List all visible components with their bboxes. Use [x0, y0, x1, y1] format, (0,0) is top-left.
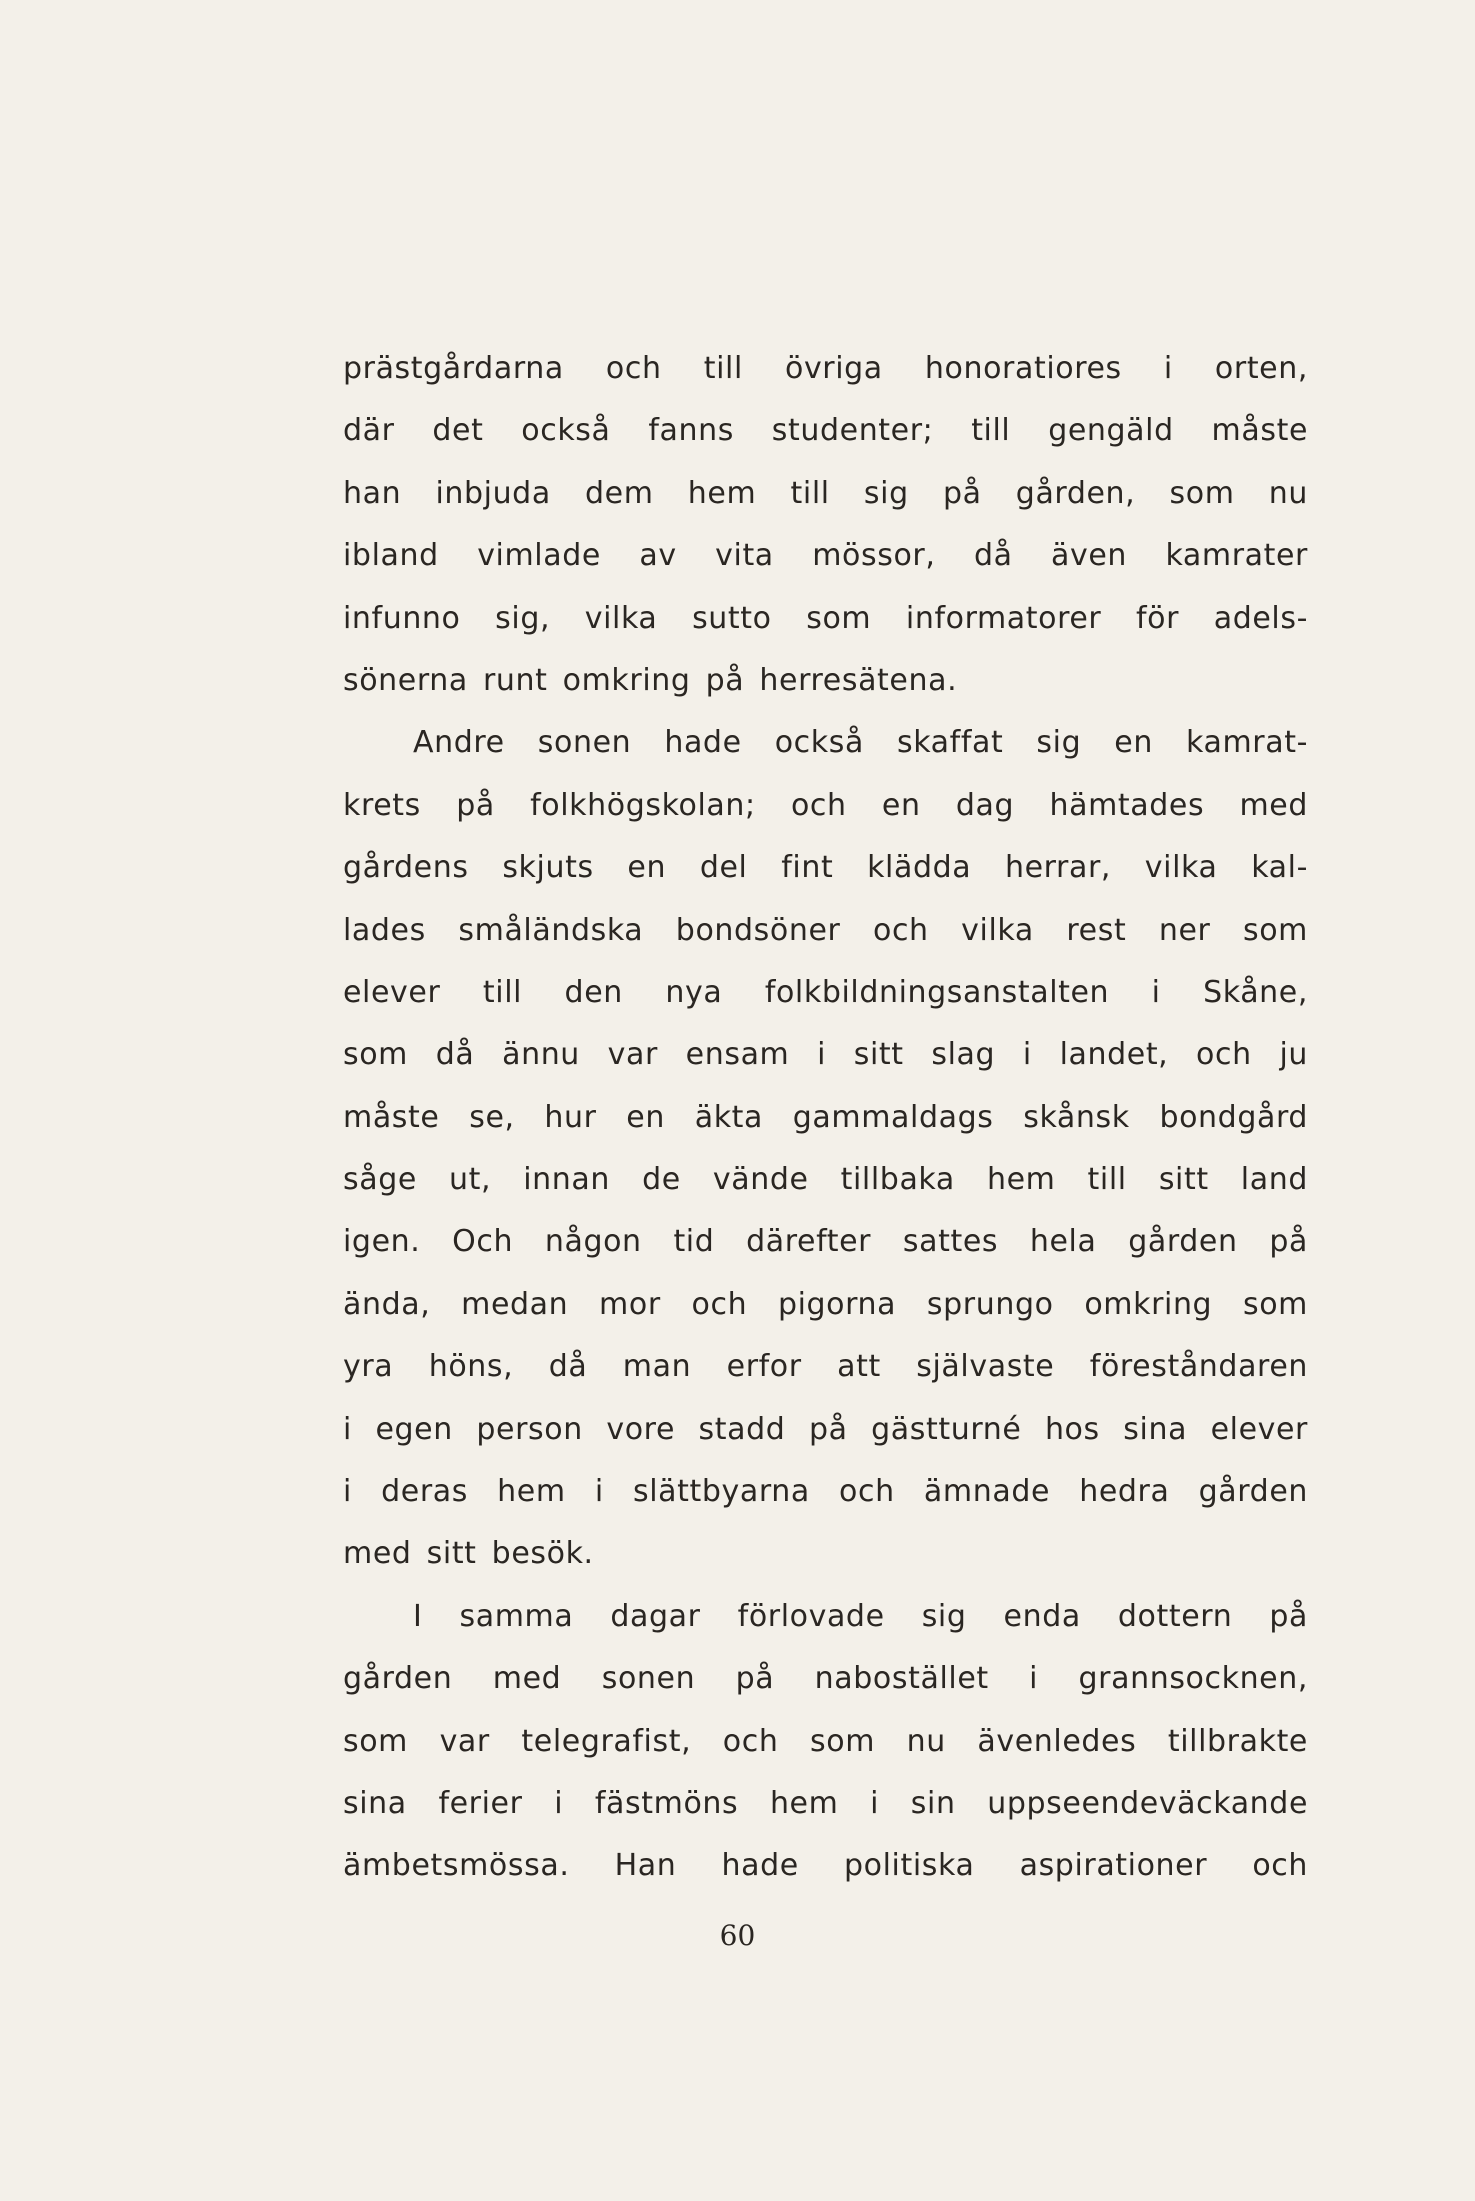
text-line: sina ferier i fästmöns hem i sin uppseendeväckande — [343, 1785, 1308, 1821]
text-line: sönerna runt omkring på herresätena. — [343, 662, 958, 698]
text-line: måste se, hur en äkta gammaldags skånsk bondgård — [343, 1099, 1308, 1135]
text-line: Andre sonen hade också skaffat sig en kamrat- — [413, 725, 1308, 761]
text-line: lades småländska bondsöner och vilka rest ner som — [343, 912, 1308, 948]
text-line: såge ut, innan de vände tillbaka hem till sitt land — [343, 1162, 1308, 1198]
text-line: i deras hem i slättbyarna och ämnade hedra gården — [343, 1474, 1308, 1510]
text-line: där det också fanns studenter; till gengäld måste — [343, 413, 1308, 449]
text-line: han inbjuda dem hem till sig på gården, som nu — [343, 475, 1308, 511]
text-line: prästgårdarna och till övriga honoratiores i orten, — [343, 351, 1308, 386]
text-line: som då ännu var ensam i sitt slag i landet, och ju — [343, 1037, 1308, 1073]
text-line: infunno sig, vilka sutto som informatorer för adels- — [343, 600, 1308, 636]
text-line: I samma dagar förlovade sig enda dottern på — [413, 1598, 1308, 1634]
text-line: med sitt besök. — [343, 1536, 594, 1572]
text-line: yra höns, då man erfor att självaste föreståndaren — [343, 1349, 1308, 1385]
text-line: ibland vimlade av vita mössor, då även kamrater — [343, 538, 1308, 574]
text-line: ända, medan mor och pigorna sprungo omkring som — [343, 1286, 1308, 1322]
text-line: som var telegrafist, och som nu ävenledes tillbrakte — [343, 1723, 1308, 1759]
text-line: i egen person vore stadd på gästturné hos sina elever — [343, 1411, 1308, 1447]
text-line: krets på folkhögskolan; och en dag hämtades med — [343, 787, 1308, 823]
text-line: ämbetsmössa. Han hade politiska aspirationer och — [343, 1848, 1308, 1884]
text-line: gårdens skjuts en del fint klädda herrar, vilka kal- — [343, 850, 1308, 886]
text-line: elever till den nya folkbildningsanstalten i Skåne, — [343, 974, 1308, 1010]
text-line: gården med sonen på nabostället i grannsocknen, — [343, 1661, 1308, 1697]
body-text — [343, 338, 1308, 1898]
text-line: igen. Och någon tid därefter sattes hela gården på — [343, 1224, 1308, 1260]
page-number: 60 — [719, 1919, 756, 1952]
